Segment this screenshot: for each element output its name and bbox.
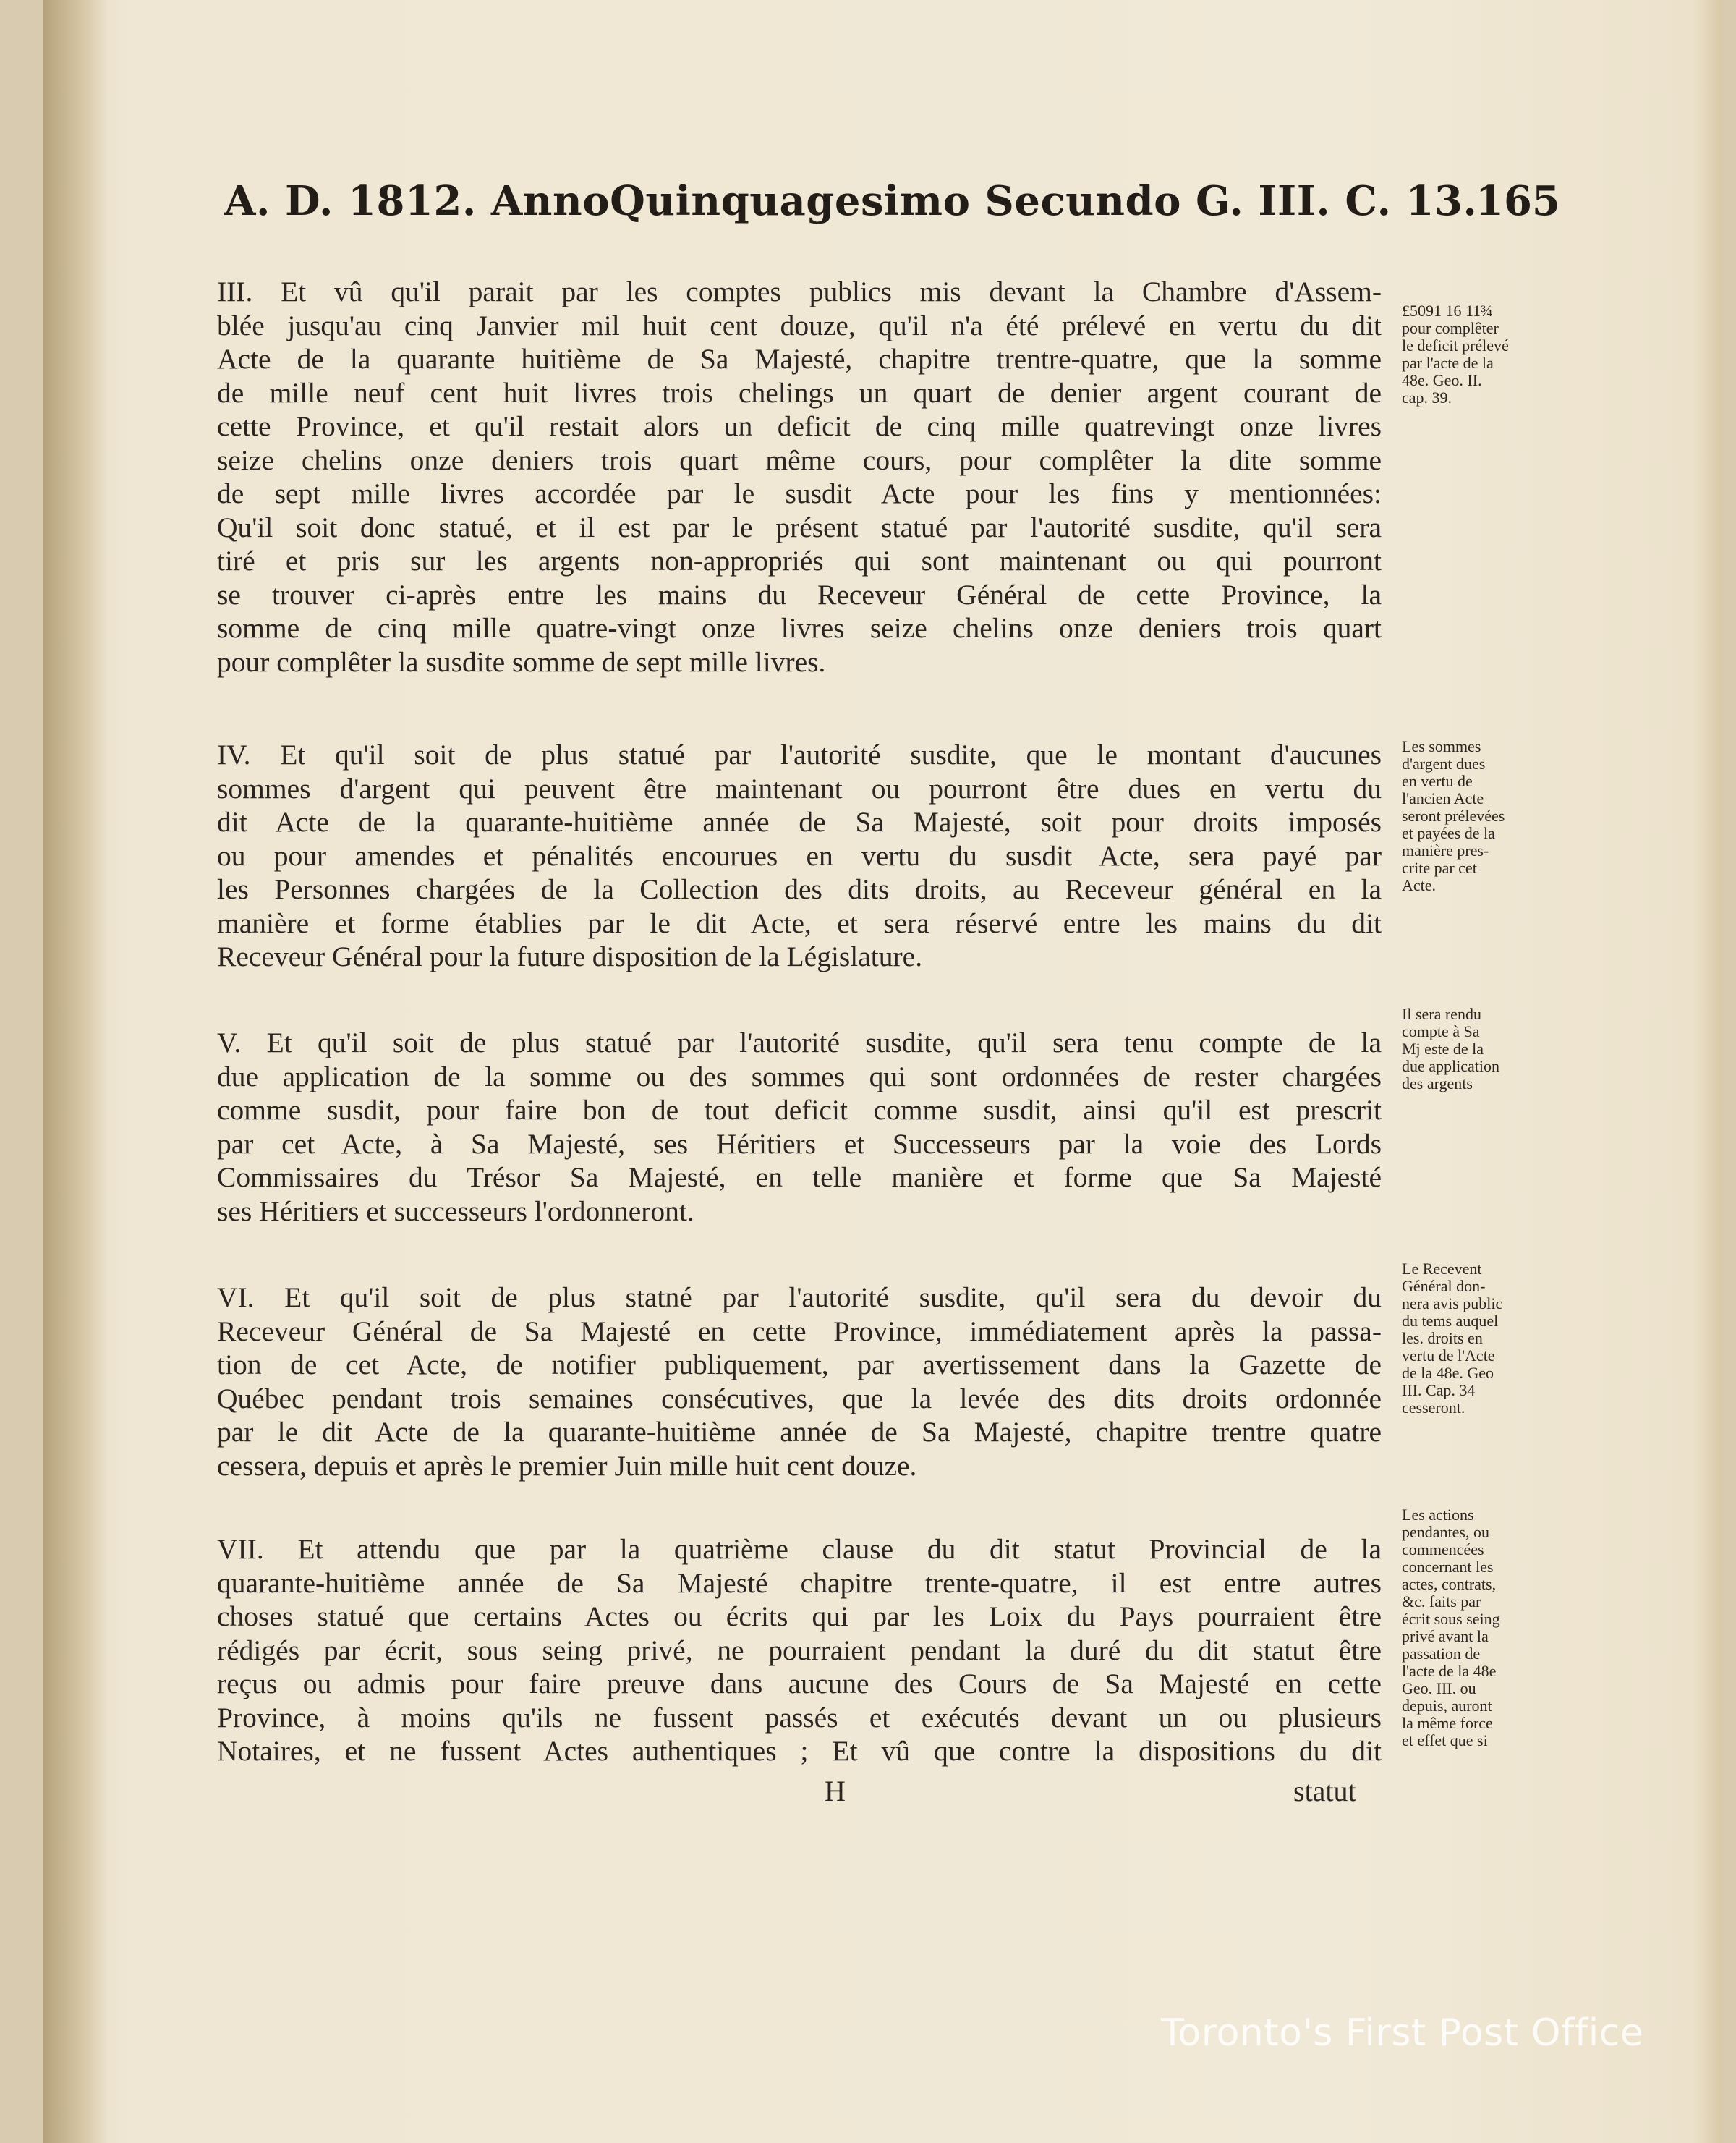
note-line: cap. 39.	[1402, 389, 1452, 407]
page-gutter	[43, 0, 109, 2143]
note-line: du tems auquel	[1402, 1312, 1499, 1330]
note-line: nera avis public	[1402, 1294, 1503, 1312]
text-line: pour complêter la susdite somme de sept mille livres.	[217, 645, 826, 678]
note-line: privé avant la	[1402, 1627, 1489, 1645]
page-header	[181, 177, 1560, 242]
note-line: des argents	[1402, 1074, 1473, 1092]
text-line: IV. Et qu'il soit de plus statué par l'autorité susdite, que le montant d'aucunes	[217, 739, 1382, 771]
text-line: somme de cinq mille quatre-vingt onze livres seize chelins onze deniers trois quart	[217, 612, 1382, 644]
text-line: due application de la somme ou des sommes qui sont ordonnées de rester chargées	[217, 1060, 1382, 1092]
note-line: Mj este de la	[1402, 1040, 1484, 1058]
signature-mark: H	[825, 1775, 846, 1807]
note-line: en vertu de	[1402, 772, 1473, 790]
note-line: depuis, auront	[1402, 1697, 1492, 1715]
note-line: d'argent dues	[1402, 755, 1486, 773]
section-vi	[217, 1281, 1382, 1482]
note-line: pour complêter	[1402, 319, 1499, 337]
text-line: choses statué que certains Actes ou écrits qui par les Loix du Pays pourraient être	[217, 1600, 1382, 1632]
note-line: seront prélevées	[1402, 807, 1505, 825]
text-line: comme susdit, pour faire bon de tout deficit comme susdit, ainsi qu'il est prescrit	[217, 1094, 1382, 1126]
note-line: actes, contrats,	[1402, 1575, 1497, 1593]
marginal-note-vii	[1402, 1506, 1575, 1749]
text-line: Qu'il soit donc statué, et il est par le présent statué par l'autorité susdite, qu'il sera	[217, 511, 1382, 543]
text-line: cessera, depuis et après le premier Juin mille huit cent douze.	[217, 1449, 917, 1482]
text-line: les Personnes chargées de la Collection des dits droits, au Receveur général en la	[217, 873, 1382, 905]
section-v	[217, 1026, 1382, 1228]
section-vii	[217, 1532, 1382, 1768]
note-line: le deficit prélevé	[1402, 336, 1509, 355]
text-line: Receveur Général pour la future disposition de la Législature.	[217, 941, 923, 972]
text-line: VI. Et qu'il soit de plus statné par l'autorité susdite, qu'il sera du devoir du	[217, 1281, 1382, 1313]
note-line: les. droits en	[1402, 1329, 1483, 1347]
note-line: Il sera rendu	[1402, 1005, 1481, 1023]
text-line: Receveur Général de Sa Majesté en cette Province, immédiatement après la passa-	[217, 1315, 1382, 1347]
text-line: Québec pendant trois semaines consécutives, que la levée des dits droits ordonnée	[217, 1382, 1382, 1414]
text-line: de mille neuf cent huit livres trois chelings un quart de denier argent courant de	[217, 376, 1382, 409]
note-line: Le Recevent	[1402, 1260, 1482, 1278]
marginal-note-v	[1402, 1006, 1575, 1092]
note-line: et payées de la	[1402, 824, 1495, 842]
note-line: écrit sous seing	[1402, 1610, 1500, 1628]
note-line: Les actions	[1402, 1506, 1474, 1524]
note-line: crite par cet	[1402, 859, 1477, 877]
marginal-note-iii	[1402, 302, 1575, 407]
text-line: dit Acte de la quarante-huitième année de Sa Majesté, soit pour droits imposés	[217, 806, 1382, 838]
text-line: Acte de la quarante huitième de Sa Majesté, chapitre trentre-quatre, que la somme	[217, 343, 1382, 375]
note-line: concernant les	[1402, 1558, 1494, 1576]
text-line: sommes d'argent qui peuvent être maintenant ou pourront être dues en vertu du	[217, 772, 1382, 805]
text-line: ses Héritiers et successeurs l'ordonneront.	[217, 1194, 694, 1227]
note-line: de la 48e. Geo	[1402, 1364, 1494, 1382]
marginal-note-vi	[1402, 1260, 1575, 1417]
text-line: reçus ou admis pour faire preuve dans aucune des Cours de Sa Majesté en cette	[217, 1668, 1382, 1699]
section-iii	[217, 275, 1382, 679]
text-line: cette Province, et qu'il restait alors un deficit de cinq mille quatrevingt onze livres	[217, 410, 1382, 442]
text-line: seize chelins onze deniers trois quart même cours, pour complêter la dite somme	[217, 444, 1382, 476]
watermark: Toronto's First Post Office	[1161, 2011, 1644, 2055]
note-line: £5091 16 11¾	[1402, 302, 1493, 320]
text-line: ou pour amendes et pénalités encourues en vertu du susdit Acte, sera payé par	[217, 839, 1382, 872]
note-line: Geo. III. ou	[1402, 1679, 1476, 1697]
running-title: A. D. 1812. AnnoQuinquagesimo Secundo G. III. C. 13.	[224, 177, 1478, 225]
text-line: III. Et vû qu'il parait par les comptes publics mis devant la Chambre d'Assem-	[217, 276, 1382, 307]
note-line: manière pres-	[1402, 841, 1489, 860]
note-line: Les sommes	[1402, 737, 1481, 755]
note-line: due application	[1402, 1057, 1500, 1075]
note-line: 48e. Geo. II.	[1402, 371, 1482, 389]
text-line: VII. Et attendu que par la quatrième clause du dit statut Provincial de la	[217, 1533, 1382, 1565]
text-line: V. Et qu'il soit de plus statué par l'autorité susdite, qu'il sera tenu compte de la	[217, 1027, 1382, 1058]
text-line: rédigés par écrit, sous seing privé, ne pourraient pendant la duré du dit statut être	[217, 1634, 1382, 1666]
note-line: l'ancien Acte	[1402, 789, 1484, 807]
note-line: commencées	[1402, 1540, 1484, 1558]
text-line: Notaires, et ne fussent Actes authentiques ; Et vû que contre la dispositions du dit	[217, 1735, 1382, 1767]
note-line: Acte.	[1402, 876, 1437, 894]
marginal-note-iv	[1402, 738, 1575, 894]
text-line: quarante-huitième année de Sa Majesté chapitre trente-quatre, il est entre autres	[217, 1566, 1382, 1599]
note-line: l'acte de la 48e	[1402, 1662, 1497, 1680]
page-number: 165	[1476, 177, 1560, 225]
text-line: tiré et pris sur les argents non-appropriés qui sont maintenant ou qui pourront	[217, 545, 1382, 577]
note-line: par l'acte de la	[1402, 354, 1494, 372]
note-line: Général don-	[1402, 1277, 1486, 1295]
section-iv	[217, 738, 1382, 974]
note-line: cesseront.	[1402, 1399, 1465, 1417]
text-line: blée jusqu'au cinq Janvier mil huit cent douze, qu'il n'a été prélevé en vertu du dit	[217, 309, 1382, 341]
catchword: statut	[1293, 1775, 1356, 1807]
note-line: vertu de l'Acte	[1402, 1346, 1495, 1365]
text-line: Commissaires du Trésor Sa Majesté, en telle manière et forme que Sa Majesté	[217, 1161, 1382, 1193]
note-line: passation de	[1402, 1645, 1481, 1663]
note-line: &c. faits par	[1402, 1592, 1481, 1611]
text-line: Province, à moins qu'ils ne fussent passés et exécutés devant un ou plusieurs	[217, 1701, 1382, 1734]
text-line: par le dit Acte de la quarante-huitième année de Sa Majesté, chapitre trentre quatre	[217, 1416, 1382, 1448]
note-line: et effet que si	[1402, 1731, 1488, 1749]
note-line: III. Cap. 34	[1402, 1381, 1476, 1399]
text-line: de sept mille livres accordée par le susdit Acte pour les fins y mentionnées:	[217, 478, 1382, 509]
note-line: compte à Sa	[1402, 1022, 1480, 1040]
text-line: par cet Acte, à Sa Majesté, ses Héritiers et Successeurs par la voie des Lords	[217, 1127, 1382, 1160]
note-line: la même force	[1402, 1714, 1493, 1732]
text-line: tion de cet Acte, de notifier publiquement, par avertissement dans la Gazette de	[217, 1349, 1382, 1380]
text-line: manière et forme établies par le dit Acte, et sera réservé entre les mains du dit	[217, 907, 1382, 939]
text-line: se trouver ci-après entre les mains du Receveur Général de cette Province, la	[217, 578, 1382, 611]
note-line: pendantes, ou	[1402, 1523, 1489, 1541]
